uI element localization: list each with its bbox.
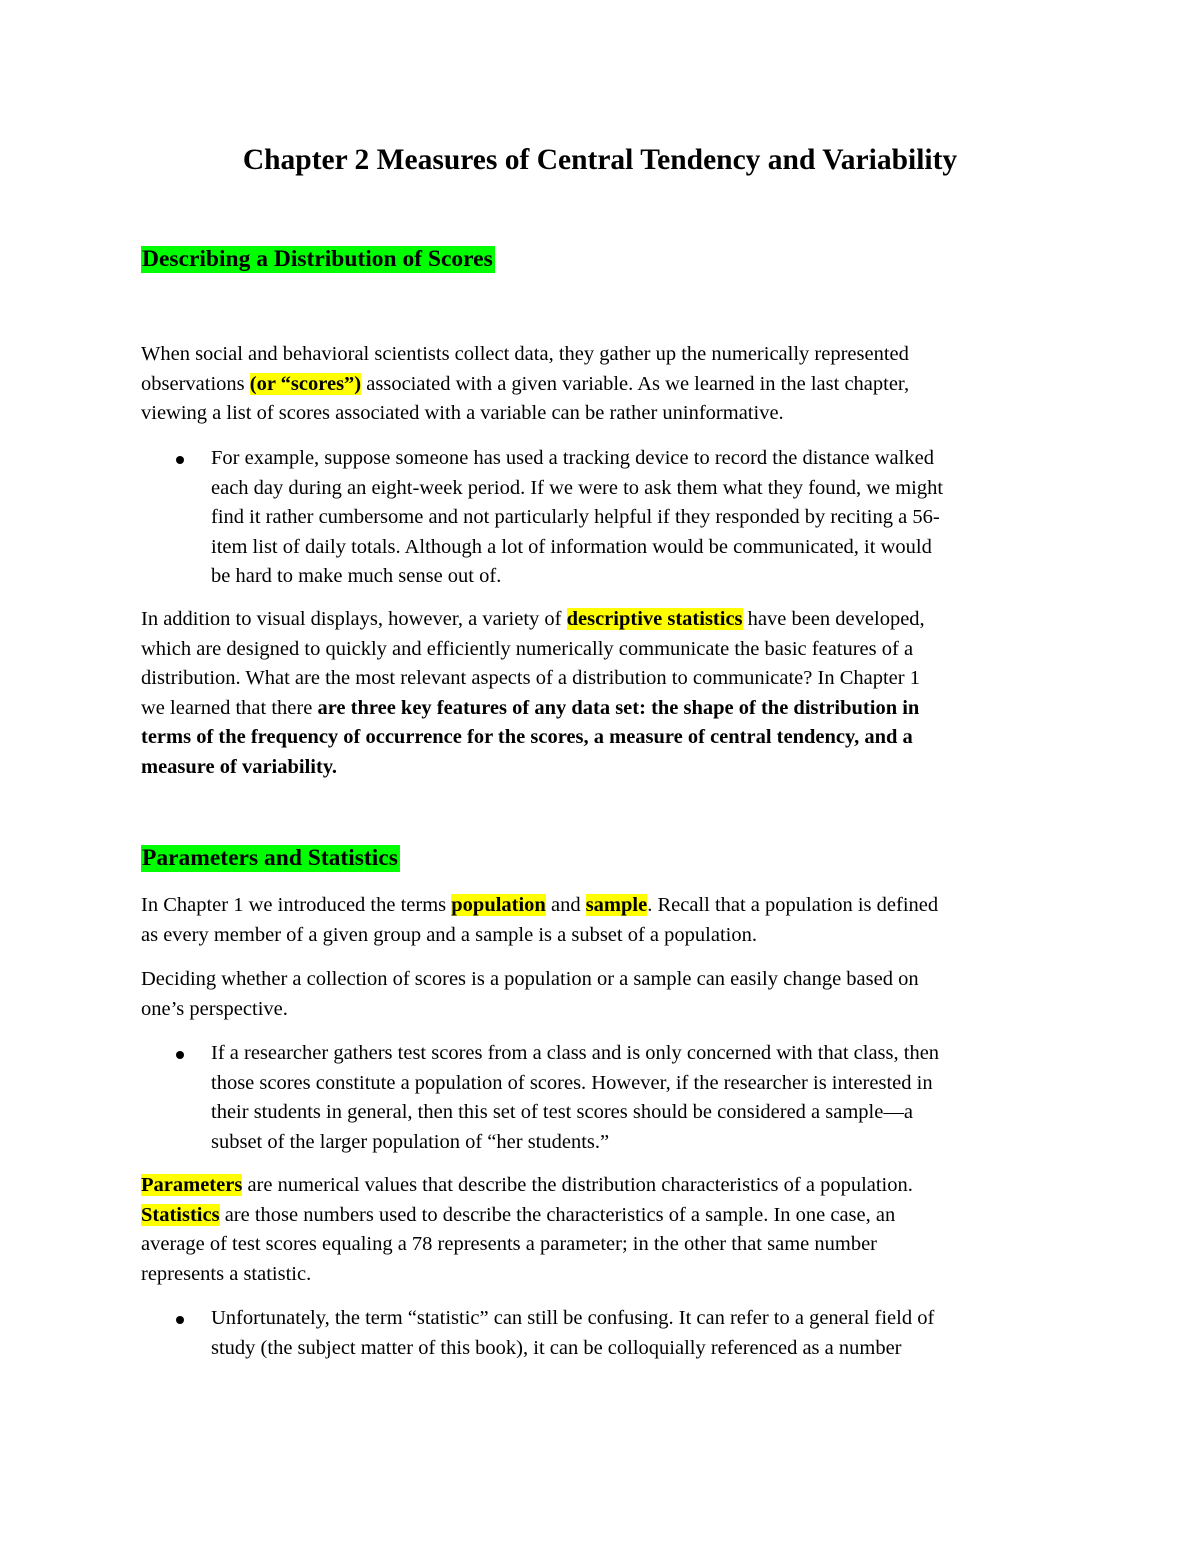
text-line: distribution. What are the most relevant aspects of a distribution to communicate? In Chapter 1 — [141, 667, 920, 690]
text-line — [141, 891, 1066, 921]
text-line: be hard to make much sense out of. — [211, 565, 502, 588]
bullet-list-statistic-term — [141, 1304, 1066, 1363]
text-line: If a researcher gathers test scores from a class and is only concerned with that class, then — [211, 1042, 940, 1064]
text-run: have been developed, — [742, 608, 925, 630]
text-line: For example, suppose someone has used a tracking device to record the distance walked — [211, 447, 934, 469]
text-line: which are designed to quickly and efficiently numerically communicate the basic features of a — [141, 637, 914, 660]
section-heading-distribution — [141, 242, 1066, 276]
text-run: and — [545, 894, 586, 916]
text-line: terms of the frequency of occurrence for the scores, a measure of central tendency, and a — [141, 726, 913, 749]
text-line: subset of the larger population of “her students.” — [211, 1130, 610, 1153]
highlight-term-descriptive-statistics: descriptive statistics — [566, 608, 743, 630]
text-line: measure of variability. — [141, 755, 338, 778]
list-item — [141, 1304, 1066, 1363]
bullet-icon — [176, 456, 184, 464]
bullet-list-researcher — [141, 1039, 1066, 1157]
paragraph-descriptive-statistics — [141, 605, 1066, 783]
text-line: as every member of a given group and a sample is a subset of a population. — [141, 923, 757, 946]
text-line: viewing a list of scores associated with a variable can be rather uninformative. — [141, 402, 784, 425]
text-line: When social and behavioral scientists collect data, they gather up the numerically represented — [141, 343, 909, 365]
text-line: study (the subject matter of this book), it can be colloquially referenced as a number — [211, 1336, 902, 1359]
paragraph-perspective — [141, 965, 1066, 1024]
list-item — [141, 444, 1066, 592]
text-run: In Chapter 1 we introduced the terms — [141, 894, 452, 916]
bullet-list-example — [141, 444, 1066, 592]
text-run: associated with a given variable. As we learned in the last chapter, — [361, 372, 910, 395]
paragraph-population-sample — [141, 891, 1066, 950]
text-run: are those numbers used to describe the characteristics of a sample. In one case, an — [219, 1203, 896, 1226]
text-run: observations — [141, 372, 250, 395]
text-line: each day during an eight-week period. If we were to ask them what they found, we might — [211, 476, 944, 499]
text-line: Deciding whether a collection of scores is a population or a sample can easily change based on — [141, 968, 919, 990]
highlight-term-scores: (or “scores”) — [249, 372, 362, 395]
bullet-icon — [176, 1316, 184, 1324]
text-line: one’s perspective. — [141, 997, 288, 1020]
page-title: Chapter 2 Measures of Central Tendency and Variability — [242, 144, 958, 176]
text-line: find it rather cumbersome and not particularly helpful if they responded by reciting a 56- — [211, 506, 940, 529]
bullet-icon — [176, 1051, 184, 1059]
text-run: In addition to visual displays, however, a variety of — [141, 608, 567, 630]
text-line: average of test scores equaling a 78 represents a parameter; in the other that same number — [141, 1233, 877, 1256]
text-run: are numerical values that describe the distribution characteristics of a population. — [242, 1174, 913, 1196]
text-line: Unfortunately, the term “statistic” can still be confusing. It can refer to a general field of — [211, 1307, 935, 1329]
text-line: item list of daily totals. Although a lot of information would be communicated, it would — [211, 535, 932, 558]
text-line — [141, 605, 1066, 635]
highlight-term-parameters: Parameters — [141, 1174, 243, 1196]
text-line — [141, 1171, 1066, 1201]
section-heading-text: Describing a Distribution of Scores — [142, 246, 493, 272]
highlight-term-sample: sample — [585, 894, 648, 916]
text-line: those scores constitute a population of scores. However, if the researcher is interested in — [211, 1071, 933, 1094]
text-run: . Recall that a population is defined — [647, 894, 939, 916]
text-line: their students in general, then this set of test scores should be considered a sample—a — [211, 1101, 913, 1124]
text-line — [141, 370, 1066, 400]
highlight-term-statistics: Statistics — [141, 1203, 220, 1226]
section-heading-parameters — [141, 841, 1066, 875]
list-item — [141, 1039, 1066, 1157]
bold-text-run: are three key features of any data set: the shape of the distribution in — [317, 696, 920, 719]
paragraph-scores-intro — [141, 340, 1066, 429]
text-run: we learned that there — [141, 696, 318, 719]
text-line: represents a statistic. — [141, 1262, 312, 1285]
paragraph-parameters-statistics — [141, 1171, 1066, 1289]
text-line — [141, 1201, 1066, 1231]
section-heading-text: Parameters and Statistics — [142, 845, 398, 871]
highlight-term-population: population — [451, 894, 546, 916]
text-line — [141, 694, 1066, 724]
